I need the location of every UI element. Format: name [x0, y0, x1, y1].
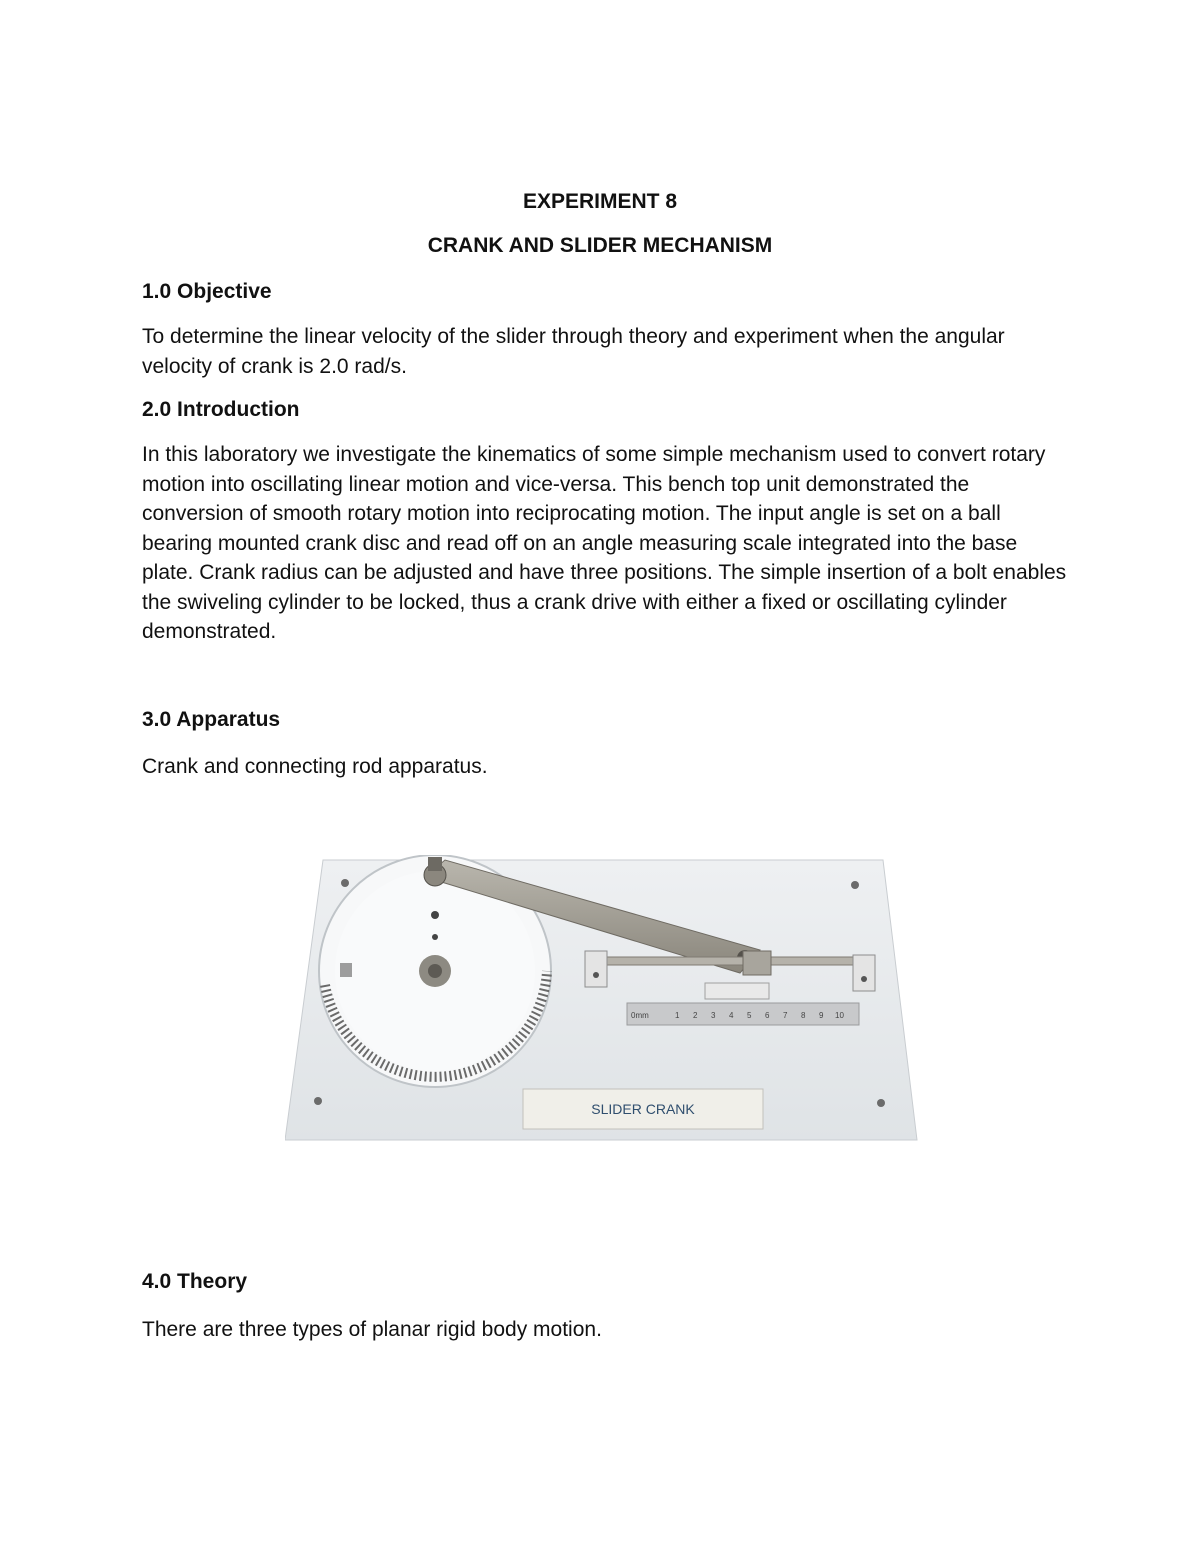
ruler-label-4: 4 — [729, 1011, 734, 1020]
theory-text: There are three types of planar rigid body motion. — [142, 1318, 602, 1341]
ruler-label-5: 5 — [747, 1011, 752, 1020]
apparatus-text: Crank and connecting rod apparatus. — [142, 755, 488, 778]
introduction-heading: 2.0 Introduction — [142, 398, 300, 421]
ruler-label-10: 10 — [835, 1011, 844, 1020]
experiment-subtitle: CRANK AND SLIDER MECHANISM — [427, 234, 773, 257]
ruler-label-1: 1 — [675, 1011, 680, 1020]
introduction-text: In this laboratory we investigate the kinematics of some simple mechanism used to convert rotary motion into oscillating linear motion and vice-versa. This bench top unit demonstrated the conversion of smooth rotary motion into reciprocating motion. The input angle is set on a ball bearing mounted crank disc and read off on an angle measuring scale integrated into the base plate. Crank radius can be adjusted and have three positions. The simple insertion of a bolt enables the swiveling cylinder to be locked, thus a crank drive with either a fixed or oscillating cylinder demonstrated. — [142, 443, 1067, 643]
experiment-title: EXPERIMENT 8 — [522, 190, 678, 213]
objective-heading: 1.0 Objective — [142, 280, 272, 303]
ruler-label-3: 3 — [711, 1011, 716, 1020]
apparatus-photo — [285, 855, 920, 1145]
ruler-label-2: 2 — [693, 1011, 698, 1020]
theory-heading: 4.0 Theory — [142, 1270, 248, 1293]
slider-crank-illustration — [285, 855, 920, 1145]
ruler-label-7: 7 — [783, 1011, 788, 1020]
slider-crank-label: SLIDER CRANK — [591, 1101, 695, 1117]
ruler-label-6: 6 — [765, 1011, 770, 1020]
ruler-label-9: 9 — [819, 1011, 824, 1020]
apparatus-heading: 3.0 Apparatus — [142, 708, 281, 731]
ruler-label-0: 0mm — [631, 1011, 649, 1020]
objective-text: To determine the linear velocity of the slider through theory and experiment when the angular velocity of crank is 2.0 rad/s. — [142, 325, 1005, 378]
ruler-label-8: 8 — [801, 1011, 806, 1020]
